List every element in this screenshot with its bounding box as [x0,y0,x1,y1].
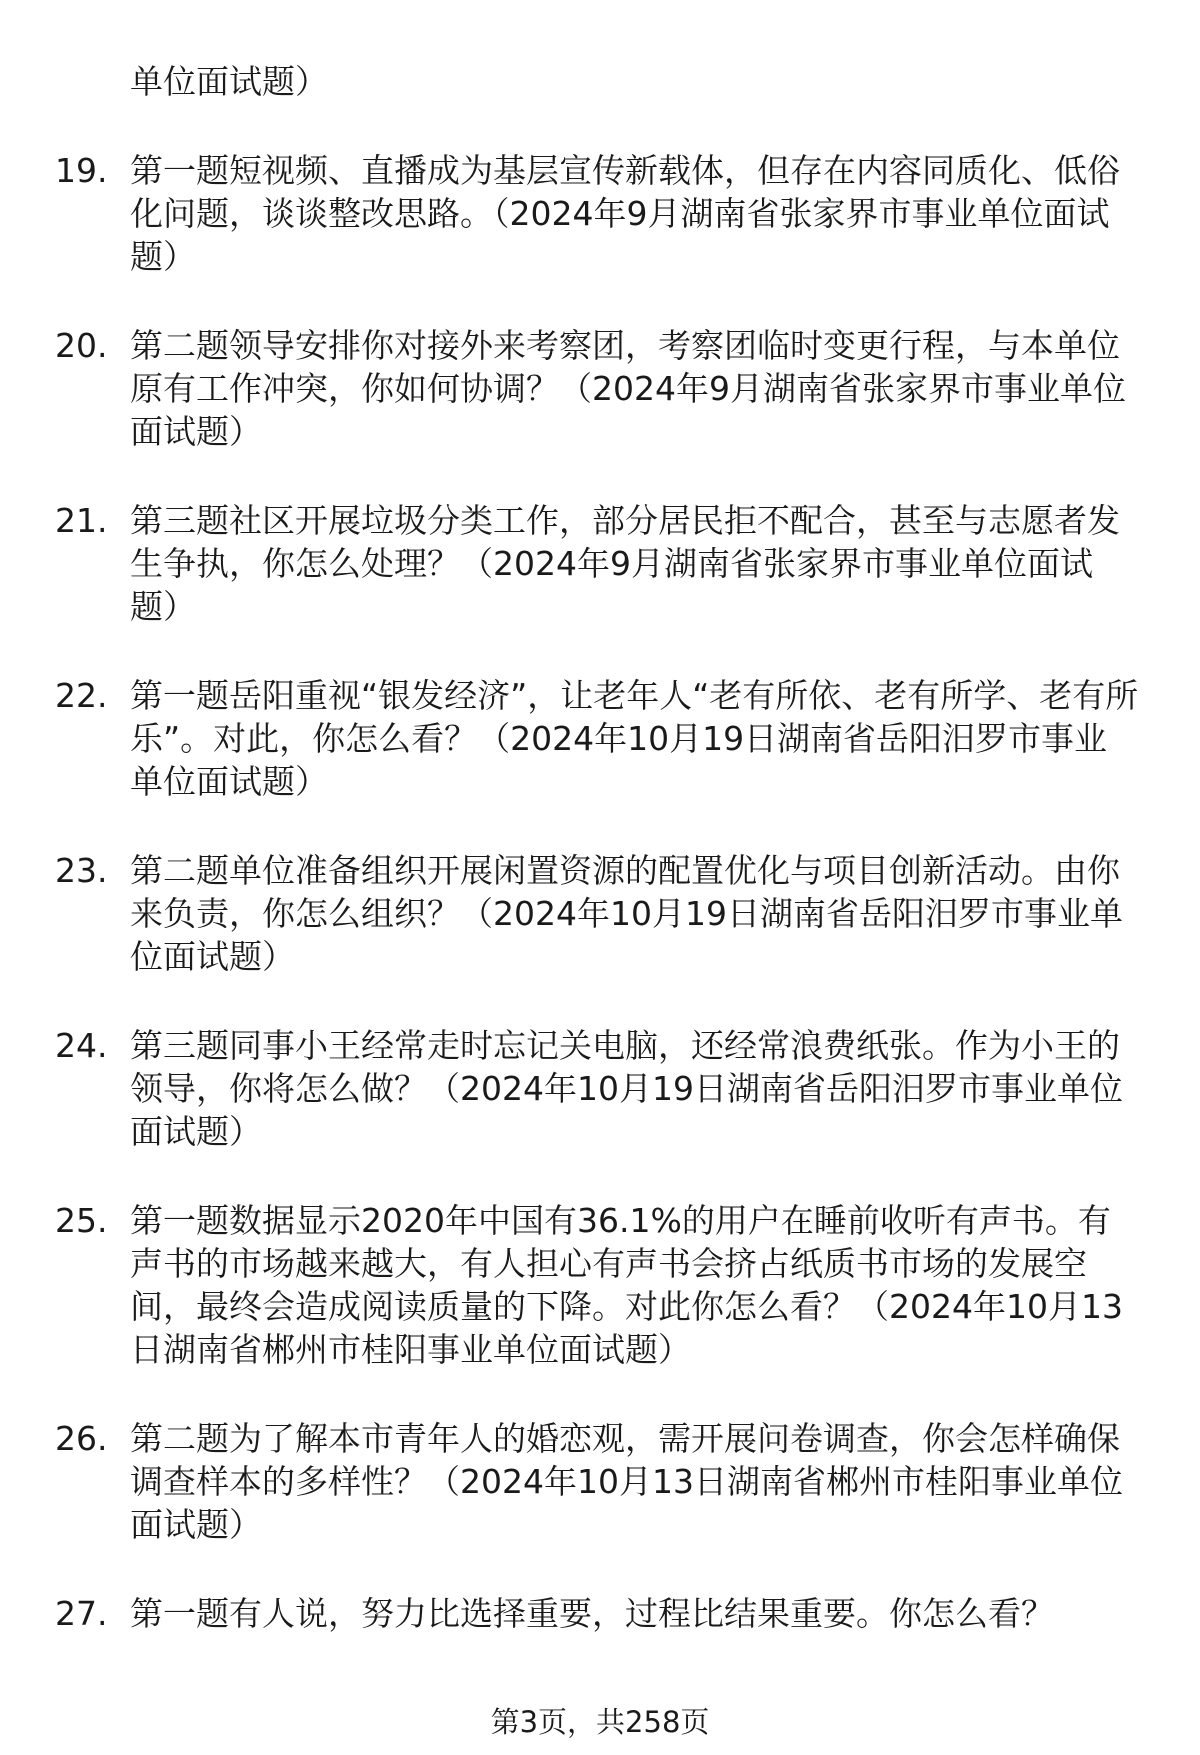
question-number: 21. [55,501,108,540]
question-text: 第三题社区开展垃圾分类工作，部分居民拒不配合，甚至与志愿者发生争执，你怎么处理？（2024年9月湖南省张家界市事业单位面试题） [130,501,1120,626]
question-number: 19. [55,151,108,190]
question-text: 第一题岳阳重视“银发经济”，让老年人“老有所依、老有所学、老有所乐”。对此，你怎么看？（2024年10月19日湖南省岳阳汨罗市事业单位面试题） [130,676,1139,801]
question-text: 第三题同事小王经常走时忘记关电脑，还经常浪费纸张。作为小王的领导，你将怎么做？（2024年10月19日湖南省岳阳汨罗市事业单位面试题） [130,1026,1123,1151]
carryover-text: 单位面试题） [130,62,328,101]
question-number: 27. [55,1594,108,1633]
question-text: 第一题有人说，努力比选择重要，过程比结果重要。你怎么看？ [130,1594,1054,1633]
question-text: 第二题领导安排你对接外来考察团，考察团临时变更行程，与本单位原有工作冲突，你如何协调？（2024年9月湖南省张家界市事业单位面试题） [130,326,1126,451]
question-number: 24. [55,1026,108,1065]
question-number: 26. [55,1419,108,1458]
question-item [55,1592,1140,1635]
question-item [55,149,1140,278]
question-item [55,324,1140,453]
question-item [55,1199,1140,1371]
question-number: 20. [55,326,108,365]
question-item [55,849,1140,978]
question-text: 第一题数据显示2020年中国有36.1%的用户在睡前收听有声书。有声书的市场越来越大，有人担心有声书会挤占纸质书市场的发展空间，最终会造成阅读质量的下降。对此你怎么看？（2024年10月13日湖南省郴州市桂阳事业单位面试题） [130,1201,1123,1369]
question-text: 第二题单位准备组织开展闲置资源的配置优化与项目创新活动。由你来负责，你怎么组织？（2024年10月19日湖南省岳阳汨罗市事业单位面试题） [130,851,1123,976]
question-item [55,1417,1140,1546]
question-number: 22. [55,676,108,715]
question-text: 第一题短视频、直播成为基层宣传新载体，但存在内容同质化、低俗化问题，谈谈整改思路。（2024年9月湖南省张家界市事业单位面试题） [130,151,1120,276]
document-body [0,60,1200,1681]
question-number: 23. [55,851,108,890]
question-text: 第二题为了解本市青年人的婚恋观，需开展问卷调查，你会怎样确保调查样本的多样性？（2024年10月13日湖南省郴州市桂阳事业单位面试题） [130,1419,1123,1544]
question-item [55,674,1140,803]
question-number: 25. [55,1201,108,1240]
question-item [55,1024,1140,1153]
page-footer: 第3页，共258页 [490,1705,710,1739]
question-item [55,499,1140,628]
